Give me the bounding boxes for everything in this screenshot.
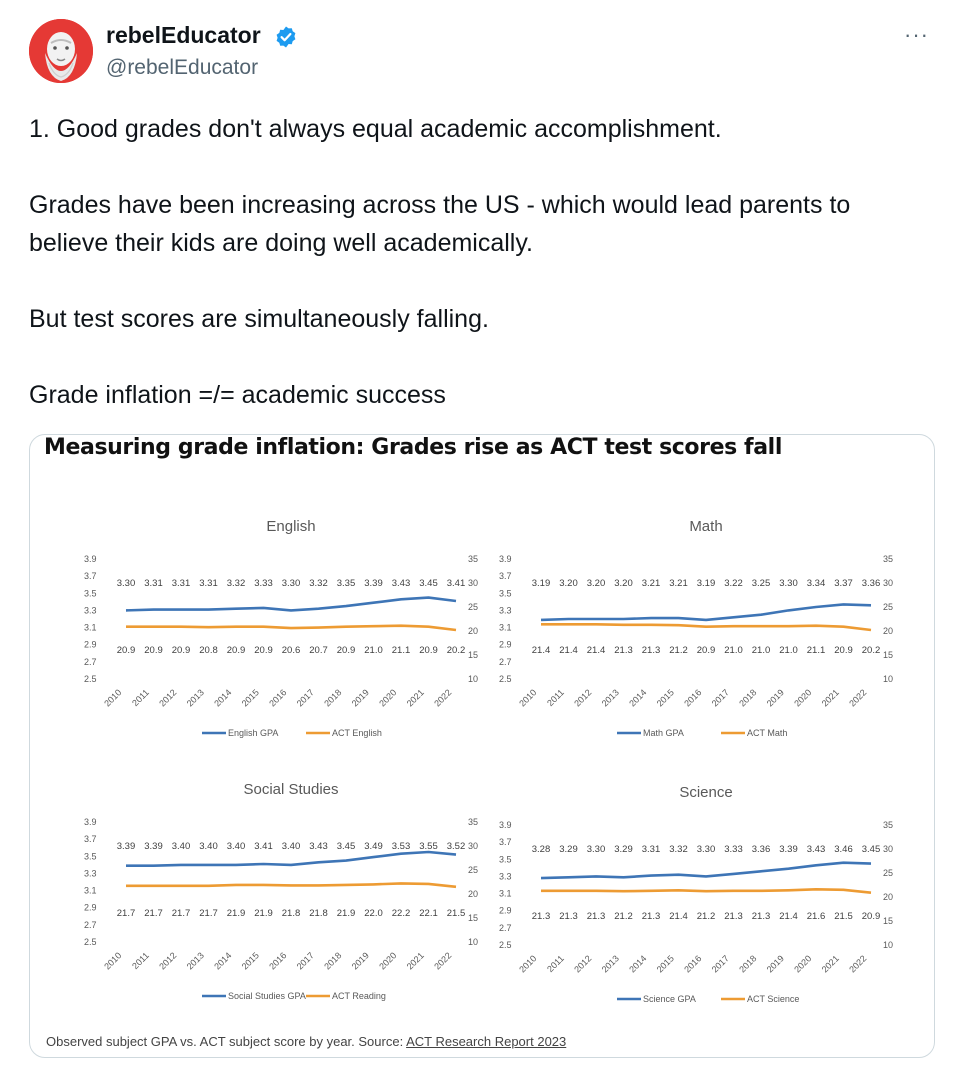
data-label: 3.19 <box>696 578 716 589</box>
media-caption <box>46 1034 566 1049</box>
data-label: 21.3 <box>724 911 743 922</box>
data-label: 22.1 <box>419 908 438 919</box>
left-axis-tick: 2.7 <box>499 922 512 933</box>
data-label: 3.28 <box>531 844 551 855</box>
left-axis-tick: 2.9 <box>499 905 512 916</box>
left-axis-tick: 3.5 <box>499 854 512 865</box>
data-label: 21.7 <box>171 908 191 919</box>
left-axis-tick: 2.9 <box>499 639 512 650</box>
x-axis-tick: 2012 <box>157 687 179 709</box>
data-label: 3.49 <box>364 841 383 852</box>
more-options-icon[interactable]: ··· <box>904 22 929 47</box>
left-axis-tick: 3.3 <box>84 605 97 616</box>
data-label: 21.0 <box>724 645 743 656</box>
data-label: 21.0 <box>364 645 383 656</box>
data-label: 3.43 <box>391 578 411 589</box>
right-axis-tick: 35 <box>468 817 479 827</box>
x-axis-tick: 2015 <box>239 950 261 972</box>
legend-label: ACT Reading <box>332 991 386 1001</box>
left-axis-tick: 2.7 <box>84 919 97 930</box>
left-axis-tick: 3.5 <box>84 851 97 862</box>
data-label: 21.6 <box>806 911 826 922</box>
x-axis-tick: 2010 <box>517 687 539 709</box>
x-axis-tick: 2014 <box>212 950 234 972</box>
left-axis-tick: 3.9 <box>499 554 512 564</box>
data-label: 21.7 <box>199 908 218 919</box>
data-label: 20.9 <box>144 645 163 656</box>
x-axis-tick: 2011 <box>545 687 566 709</box>
left-axis-tick: 3.7 <box>84 571 97 582</box>
right-axis-tick: 35 <box>468 554 479 564</box>
data-label: 20.2 <box>861 645 881 656</box>
x-axis-tick: 2014 <box>627 687 649 709</box>
author-handle[interactable]: @rebelEducator <box>106 56 259 79</box>
right-axis-tick: 25 <box>468 865 479 875</box>
data-label: 3.43 <box>309 841 328 852</box>
left-axis-tick: 3.1 <box>84 885 97 896</box>
data-label: 3.22 <box>724 578 743 589</box>
legend-label: ACT Science <box>747 994 800 1004</box>
right-axis-tick: 10 <box>883 674 894 684</box>
series-line-act <box>541 889 871 892</box>
data-label: 3.31 <box>171 578 191 589</box>
series-line-act <box>126 626 456 630</box>
caption-text: Observed subject GPA vs. ACT subject score by year. Source: <box>46 1034 407 1049</box>
x-axis-tick: 2021 <box>819 687 841 709</box>
x-axis-tick: 2019 <box>349 950 371 972</box>
right-axis-tick: 15 <box>468 650 479 660</box>
x-axis-tick: 2010 <box>102 687 124 709</box>
data-label: 21.5 <box>446 908 466 919</box>
chart-math-svg <box>497 509 917 749</box>
left-axis-tick: 3.1 <box>84 622 97 633</box>
x-axis-tick: 2017 <box>709 687 731 709</box>
data-label: 20.9 <box>861 911 881 922</box>
x-axis-tick: 2018 <box>737 687 759 709</box>
right-axis-tick: 30 <box>883 578 894 588</box>
left-axis-tick: 2.5 <box>84 674 97 684</box>
left-axis-tick: 3.3 <box>499 871 512 882</box>
chart-english-svg <box>82 509 502 749</box>
data-label: 3.40 <box>226 841 246 852</box>
data-label: 21.4 <box>559 645 578 656</box>
data-label: 3.39 <box>116 841 136 852</box>
data-label: 21.3 <box>641 911 661 922</box>
x-axis-tick: 2021 <box>404 687 426 709</box>
x-axis-tick: 2013 <box>599 687 621 709</box>
right-axis-tick: 15 <box>468 913 479 923</box>
data-label: 3.40 <box>171 841 191 852</box>
chart-title: Science <box>679 784 733 801</box>
data-label: 3.36 <box>751 844 771 855</box>
data-label: 21.3 <box>586 911 606 922</box>
right-axis-tick: 30 <box>883 844 894 854</box>
data-label: 3.35 <box>336 578 356 589</box>
x-axis-tick: 2017 <box>294 687 316 709</box>
chart-title: Math <box>689 518 723 535</box>
left-axis-tick: 3.3 <box>499 605 512 616</box>
data-label: 3.29 <box>614 844 633 855</box>
x-axis-tick: 2015 <box>654 687 676 709</box>
right-axis-tick: 25 <box>468 602 479 612</box>
data-label: 3.36 <box>861 578 881 589</box>
data-label: 3.41 <box>254 841 273 852</box>
data-label: 3.33 <box>724 844 743 855</box>
data-label: 3.39 <box>779 844 798 855</box>
series-line-act <box>126 883 456 886</box>
tweet-paragraph: Grades have been increasing across the US - which would lead parents to believe their kids are doing well academically. <box>29 191 851 257</box>
legend-label: ACT Math <box>747 728 788 738</box>
media-title: Measuring grade inflation: Grades rise as ACT test scores fall <box>44 435 782 460</box>
chart-science <box>497 775 917 1020</box>
data-label: 21.8 <box>309 908 328 919</box>
x-axis-tick: 2021 <box>404 950 426 972</box>
data-label: 21.0 <box>751 645 771 656</box>
data-label: 3.41 <box>446 578 466 589</box>
x-axis-tick: 2011 <box>130 687 151 709</box>
data-label: 3.32 <box>309 578 328 589</box>
x-axis-tick: 2015 <box>654 953 676 975</box>
data-label: 3.53 <box>391 841 411 852</box>
data-label: 3.40 <box>281 841 301 852</box>
x-axis-tick: 2017 <box>709 953 731 975</box>
x-axis-tick: 2011 <box>130 950 151 972</box>
data-label: 3.32 <box>226 578 246 589</box>
data-label: 3.43 <box>806 844 826 855</box>
data-label: 3.33 <box>254 578 273 589</box>
x-axis-tick: 2022 <box>432 950 454 972</box>
data-label: 21.8 <box>281 908 301 919</box>
chart-math <box>497 509 917 754</box>
data-label: 20.9 <box>419 645 438 656</box>
data-label: 3.19 <box>531 578 551 589</box>
right-axis-tick: 10 <box>468 674 479 684</box>
right-axis-tick: 20 <box>468 626 479 636</box>
data-label: 22.0 <box>364 908 383 919</box>
data-label: 21.9 <box>336 908 356 919</box>
left-axis-tick: 2.7 <box>499 656 512 667</box>
x-axis-tick: 2013 <box>599 953 621 975</box>
right-axis-tick: 30 <box>468 841 479 851</box>
avatar[interactable] <box>29 19 93 83</box>
x-axis-tick: 2020 <box>377 687 399 709</box>
socrates-bust-avatar-icon <box>29 19 93 83</box>
left-axis-tick: 3.9 <box>84 554 97 564</box>
data-label: 21.4 <box>531 645 551 656</box>
x-axis-tick: 2016 <box>267 687 289 709</box>
left-axis-tick: 2.5 <box>499 940 512 950</box>
series-line-gpa <box>541 604 871 620</box>
data-label: 3.30 <box>696 844 716 855</box>
left-axis-tick: 3.7 <box>499 571 512 582</box>
legend-label: ACT English <box>332 728 382 738</box>
x-axis-tick: 2010 <box>102 950 124 972</box>
right-axis-tick: 20 <box>468 889 479 899</box>
chart-science-svg <box>497 775 917 1015</box>
x-axis-tick: 2020 <box>377 950 399 972</box>
data-label: 21.3 <box>614 645 633 656</box>
data-label: 21.1 <box>391 645 411 656</box>
data-label: 3.30 <box>586 844 606 855</box>
data-label: 20.7 <box>309 645 328 656</box>
data-label: 3.30 <box>281 578 301 589</box>
tweet-paragraph: Grade inflation =/= academic success <box>29 381 446 409</box>
right-axis-tick: 30 <box>468 578 479 588</box>
data-label: 3.21 <box>669 578 688 589</box>
data-label: 21.3 <box>559 911 578 922</box>
right-axis-tick: 10 <box>883 940 894 950</box>
data-label: 3.31 <box>144 578 163 589</box>
chart-title: Social Studies <box>243 781 339 798</box>
left-axis-tick: 3.9 <box>84 817 97 827</box>
left-axis-tick: 3.7 <box>499 837 512 848</box>
left-axis-tick: 3.7 <box>84 834 97 845</box>
x-axis-tick: 2016 <box>682 687 704 709</box>
x-axis-tick: 2017 <box>294 950 316 972</box>
data-label: 3.52 <box>446 841 466 852</box>
data-label: 3.39 <box>144 841 163 852</box>
data-label: 20.9 <box>254 645 273 656</box>
x-axis-tick: 2012 <box>572 687 594 709</box>
x-axis-tick: 2022 <box>847 687 869 709</box>
x-axis-tick: 2013 <box>184 687 206 709</box>
x-axis-tick: 2020 <box>792 953 814 975</box>
chart-english <box>82 509 502 754</box>
data-label: 3.21 <box>641 578 661 589</box>
data-label: 20.9 <box>226 645 246 656</box>
x-axis-tick: 2012 <box>157 950 179 972</box>
data-label: 20.9 <box>696 645 716 656</box>
data-label: 3.32 <box>669 844 688 855</box>
left-axis-tick: 3.9 <box>499 820 512 830</box>
data-label: 3.37 <box>834 578 853 589</box>
x-axis-tick: 2014 <box>627 953 649 975</box>
legend-label: English GPA <box>228 728 279 738</box>
data-label: 3.25 <box>751 578 771 589</box>
right-axis-tick: 20 <box>883 626 894 636</box>
data-label: 3.20 <box>559 578 578 589</box>
data-label: 3.46 <box>834 844 853 855</box>
x-axis-tick: 2013 <box>184 950 206 972</box>
x-axis-tick: 2021 <box>819 953 841 975</box>
legend-label: Science GPA <box>643 994 696 1004</box>
verified-badge-icon[interactable] <box>274 25 298 49</box>
x-axis-tick: 2014 <box>212 687 234 709</box>
data-label: 3.31 <box>641 844 661 855</box>
left-axis-tick: 2.9 <box>84 902 97 913</box>
data-label: 21.2 <box>696 911 716 922</box>
data-label: 21.7 <box>144 908 163 919</box>
left-axis-tick: 3.5 <box>84 588 97 599</box>
tweet-paragraph: 1. Good grades don't always equal academic accomplishment. <box>29 115 722 143</box>
data-label: 21.5 <box>834 911 853 922</box>
legend-label: Social Studies GPA <box>228 991 306 1001</box>
data-label: 3.40 <box>199 841 218 852</box>
data-label: 3.20 <box>586 578 606 589</box>
x-axis-tick: 2022 <box>847 953 869 975</box>
data-label: 21.3 <box>531 911 551 922</box>
data-label: 3.34 <box>806 578 826 589</box>
data-label: 3.45 <box>336 841 356 852</box>
data-label: 20.9 <box>336 645 356 656</box>
x-axis-tick: 2012 <box>572 953 594 975</box>
x-axis-tick: 2019 <box>764 953 786 975</box>
left-axis-tick: 3.1 <box>499 888 512 899</box>
data-label: 3.29 <box>559 844 578 855</box>
right-axis-tick: 35 <box>883 820 894 830</box>
x-axis-tick: 2019 <box>349 687 371 709</box>
data-label: 3.30 <box>779 578 798 589</box>
right-axis-tick: 15 <box>883 916 894 926</box>
data-label: 20.8 <box>199 645 218 656</box>
right-axis-tick: 10 <box>468 937 479 947</box>
data-label: 3.20 <box>614 578 633 589</box>
left-axis-tick: 2.7 <box>84 656 97 667</box>
left-axis-tick: 2.5 <box>84 937 97 947</box>
series-line-gpa <box>126 598 456 611</box>
chart-title: English <box>266 518 316 535</box>
tweet-text <box>29 110 929 414</box>
series-line-act <box>541 624 871 630</box>
chart-social-studies-svg <box>82 772 502 1012</box>
series-line-gpa <box>126 852 456 866</box>
data-label: 21.1 <box>806 645 826 656</box>
data-label: 21.3 <box>641 645 661 656</box>
x-axis-tick: 2019 <box>764 687 786 709</box>
caption-source-link[interactable]: ACT Research Report 2023 <box>406 1034 567 1049</box>
x-axis-tick: 2010 <box>517 953 539 975</box>
data-label: 20.6 <box>281 645 301 656</box>
right-axis-tick: 35 <box>883 554 894 564</box>
left-axis-tick: 3.1 <box>499 622 512 633</box>
x-axis-tick: 2016 <box>682 953 704 975</box>
data-label: 21.4 <box>669 911 688 922</box>
legend-label: Math GPA <box>643 728 684 738</box>
right-axis-tick: 20 <box>883 892 894 902</box>
data-label: 20.9 <box>834 645 853 656</box>
data-label: 21.9 <box>226 908 246 919</box>
x-axis-tick: 2022 <box>432 687 454 709</box>
x-axis-tick: 2020 <box>792 687 814 709</box>
tweet-paragraph: But test scores are simultaneously falling. <box>29 305 489 333</box>
data-label: 21.2 <box>614 911 633 922</box>
chart-social-studies <box>82 772 502 1017</box>
x-axis-tick: 2015 <box>239 687 261 709</box>
left-axis-tick: 2.9 <box>84 639 97 650</box>
data-label: 21.4 <box>586 645 606 656</box>
data-label: 20.2 <box>446 645 466 656</box>
right-axis-tick: 25 <box>883 868 894 878</box>
data-label: 21.2 <box>669 645 688 656</box>
x-axis-tick: 2011 <box>545 953 566 975</box>
tweet-media-image[interactable] <box>29 434 935 1058</box>
data-label: 21.9 <box>254 908 273 919</box>
x-axis-tick: 2018 <box>322 687 344 709</box>
data-label: 21.0 <box>779 645 798 656</box>
left-axis-tick: 3.3 <box>84 868 97 879</box>
left-axis-tick: 2.5 <box>499 674 512 684</box>
data-label: 21.4 <box>779 911 798 922</box>
data-label: 21.7 <box>116 908 136 919</box>
series-line-gpa <box>541 863 871 878</box>
data-label: 3.31 <box>199 578 218 589</box>
x-axis-tick: 2016 <box>267 950 289 972</box>
author-name[interactable]: rebelEducator <box>106 22 261 48</box>
right-axis-tick: 15 <box>883 650 894 660</box>
data-label: 3.39 <box>364 578 383 589</box>
x-axis-tick: 2018 <box>322 950 344 972</box>
data-label: 20.9 <box>116 645 136 656</box>
data-label: 3.30 <box>116 578 136 589</box>
x-axis-tick: 2018 <box>737 953 759 975</box>
data-label: 3.45 <box>419 578 438 589</box>
data-label: 3.45 <box>861 844 881 855</box>
data-label: 20.9 <box>171 645 191 656</box>
left-axis-tick: 3.5 <box>499 588 512 599</box>
data-label: 22.2 <box>391 908 411 919</box>
right-axis-tick: 25 <box>883 602 894 612</box>
data-label: 3.55 <box>419 841 438 852</box>
data-label: 21.3 <box>751 911 771 922</box>
